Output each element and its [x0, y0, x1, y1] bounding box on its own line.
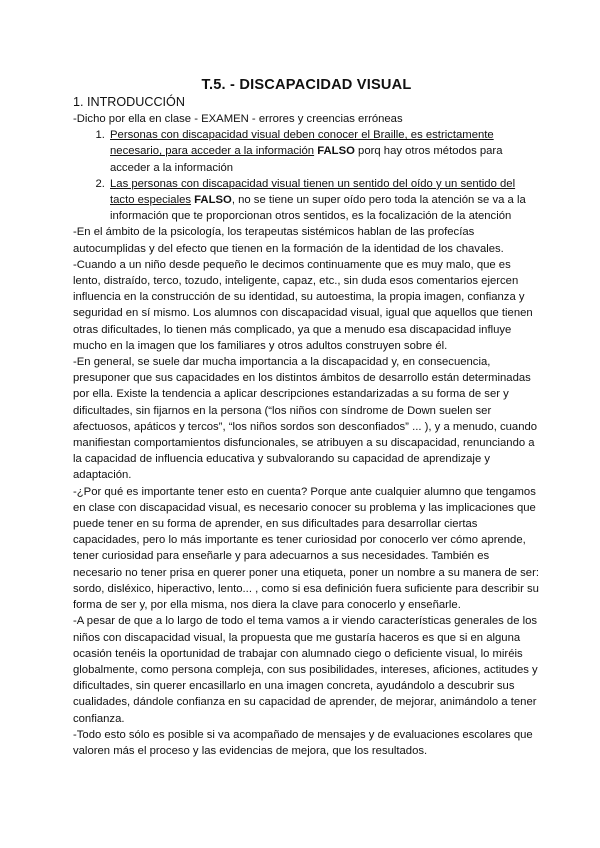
paragraph-identidad: -Cuando a un niño desde pequeño le decimos continuamente que es muy malo, que es lento, distraído, terco, tozudo, inteligente, capaz, etc., sin duda esos comentarios ejercen influencia en la construcción de su identidad, su autoestima, la propia imagen, confianza y seguridad en sí mismo. Los alumnos con discapacidad visual, igual que aquellos que tienen otras dificultades, lo tienen más complicado, ya que a menudo esa discapacidad influye mucho en la imagen que los familiares y otros adultos construyen sobre él.	[73, 258, 533, 352]
list-item	[108, 176, 540, 225]
paragraph-profecias: -En el ámbito de la psicología, los terapeutas sistémicos hablan de las profecías autocumplidas y del efecto que tienen en la formación de la identidad de los chavales.	[73, 226, 504, 255]
beliefs-list	[73, 127, 540, 224]
belief-explanation: , no se tiene un super oído pero toda la atención se va a la información que te proporcionan otros sentidos, es la focalización de la atención	[110, 194, 526, 223]
verdict-label: FALSO	[194, 194, 232, 207]
verdict-label: FALSO	[317, 145, 355, 158]
belief-statement: Personas con discapacidad visual deben conocer el Braille, es estrictamente necesario, para acceder a la información	[110, 129, 494, 158]
paragraph-por-que: -¿Por qué es importante tener esto en cuenta? Porque ante cualquier alumno que tengamos en clase con discapacidad visual, es necesario conocer su problema y las implicaciones que puede tener en su forma de aprender, en sus dificultades para desarrollar ciertas capacidades, pero lo más importante es tener curiosidad por conocerlo ver cómo aprende, tener curiosidad para enseñarle y para adecuarnos a sus necesidades. También es necesario no tener prisa en querer poner una etiqueta, poner un nombre a su manera de ser: sordo, disléxico, hiperactivo, lento... , como si esa definición fuera suficiente para describir su forma de ser y, por ella misma, nos diera la clave para conocerlo y enseñarle.	[73, 485, 539, 612]
paragraph-conclusion: -Todo esto sólo es posible si va acompañado de mensajes y de evaluaciones escolares que valoren más el proceso y las evidencias de mejora, que los resultados.	[73, 728, 533, 757]
list-item	[108, 127, 540, 176]
belief-statement: Las personas con discapacidad visual tienen un sentido del oído y un sentido del tacto especiales	[110, 177, 516, 207]
document-title: T.5. - DISCAPACIDAD VISUAL	[201, 77, 412, 93]
belief-explanation: porq hay otros métodos para acceder a la información	[110, 145, 503, 174]
paragraph-propuesta: -A pesar de que a lo largo de todo el tema vamos a ir viendo características generales de los niños con discapacidad visual, la propuesta que me gustaría haceros es que si en alguna ocasión tenéis la oportunidad de trabajar con alumnado ciego o deficiente visual, lo miréis globalmente, como persona compleja, con sus posibilidades, intereses, aficiones, actitudes y dificultades, sin querer encasillarlo en una imagen concreta, ayudándolo a descubrir sus cualidades, dándole confianza en su capacidad de aprender, de mejorar, animándolo a tener confianza.	[73, 615, 538, 725]
intro-line: -Dicho por ella en clase - EXAMEN - errores y creencias erróneas	[73, 113, 403, 125]
paragraph-importancia: -En general, se suele dar mucha importancia a la discapacidad y, en consecuencia, presuponer que sus capacidades en los distintos ámbitos de desarrollo están determinadas por ella. Existe la tendencia a aplicar descripciones estandarizadas a su forma de ser y dificultades, sin fijarnos en la persona (“los niños con síndrome de Down suelen ser afectuosos, apáticos y tercos”, “los niños sordos son desconfiados” ... ), y a menudo, cuando manifiestan comportamientos disfuncionales, se atribuyen a su discapacidad, renunciando a la capacidad de influencia educativa y subvalorando su capacidad de aprendizaje y adaptación.	[73, 356, 538, 482]
section-heading: 1. INTRODUCCIÓN	[73, 95, 185, 109]
